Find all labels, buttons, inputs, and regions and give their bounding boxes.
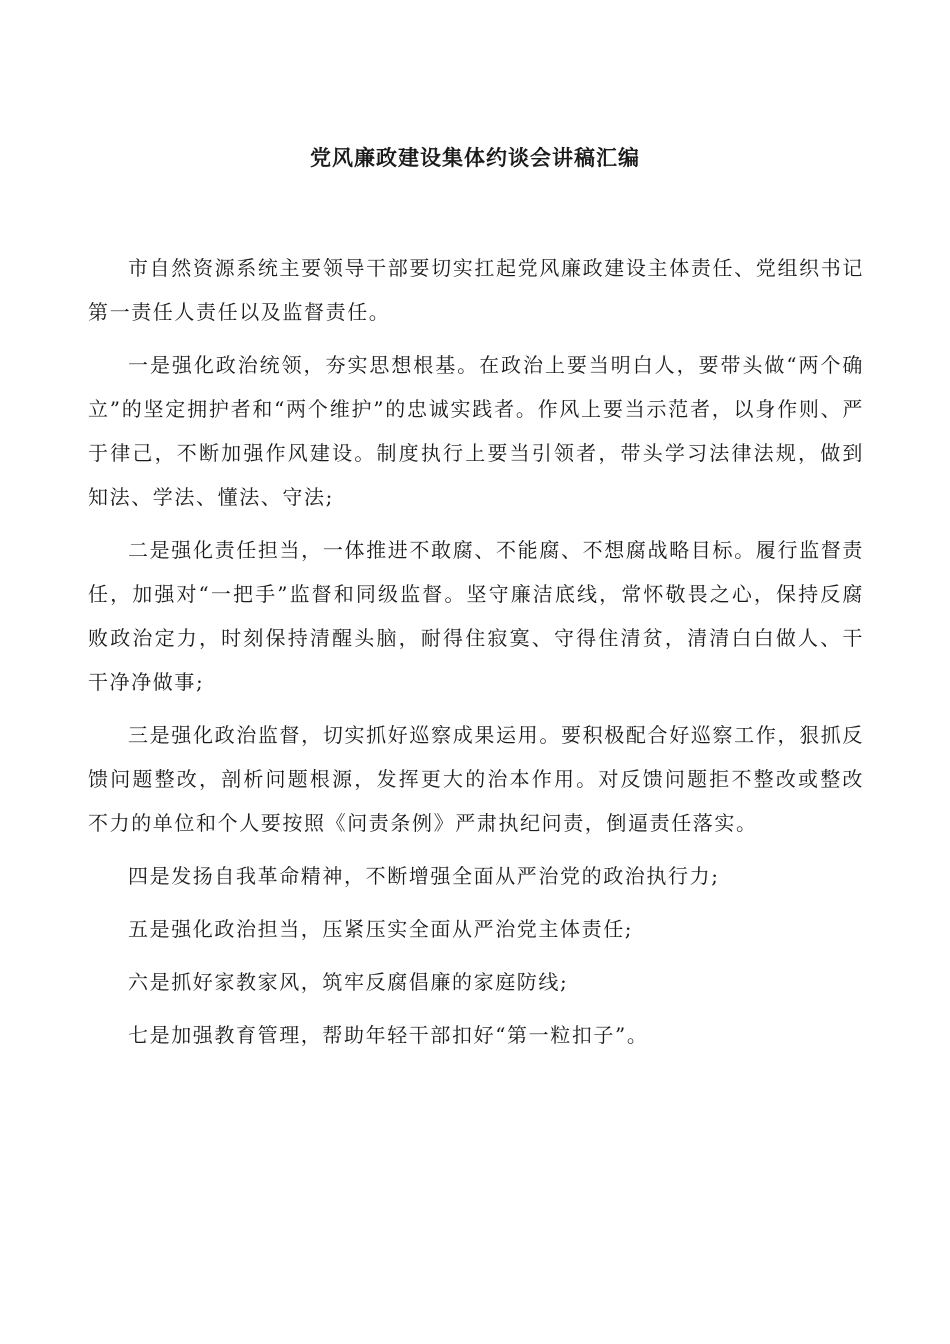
paragraph-point-3: 三是强化政治监督，切实抓好巡察成果运用。要积极配合好巡察工作，狠抓反馈问题整改，剖析问题根源，发挥更大的治本作用。对反馈问题拒不整改或整改不力的单位和个人要按照《问责条例》严肃执纪问责，倒逼责任落实。 (88, 723, 864, 835)
paragraph-intro: 市自然资源系统主要领导干部要切实扛起党风廉政建设主体责任、党组织书记第一责任人责任以及监督责任。 (88, 256, 864, 324)
paragraph-point-6: 六是抓好家教家风，筑牢反腐倡廉的家庭防线; (128, 970, 569, 994)
paragraph-point-4: 四是发扬自我革命精神，不断增强全面从严治党的政治执行力; (128, 864, 720, 888)
document-title: 党风廉政建设集体约谈会讲稿汇编 (310, 145, 640, 170)
paragraph-point-7: 七是加强教育管理，帮助年轻干部扣好“第一粒扣子”。 (128, 1023, 649, 1047)
paragraph-point-2: 二是强化责任担当，一体推进不敢腐、不能腐、不想腐战略目标。履行监督责任，加强对“一把手”监督和同级监督。坚守廉洁底线，常怀敬畏之心，保持反腐败政治定力，时刻保持清醒头脑，耐得住寂寞、守得住清贫，清清白白做人、干干净净做事; (88, 538, 864, 694)
document-body (88, 246, 864, 1066)
paragraph-point-1: 一是强化政治统领，夯实思想根基。在政治上要当明白人，要带头做“两个确立”的坚定拥护者和“两个维护”的忠诚实践者。作风上要当示范者，以身作则、严于律己，不断加强作风建设。制度执行上要当引领者，带头学习法律法规，做到知法、学法、懂法、守法; (88, 353, 864, 509)
paragraph-point-5: 五是强化政治担当，压紧压实全面从严治党主体责任; (128, 917, 634, 941)
